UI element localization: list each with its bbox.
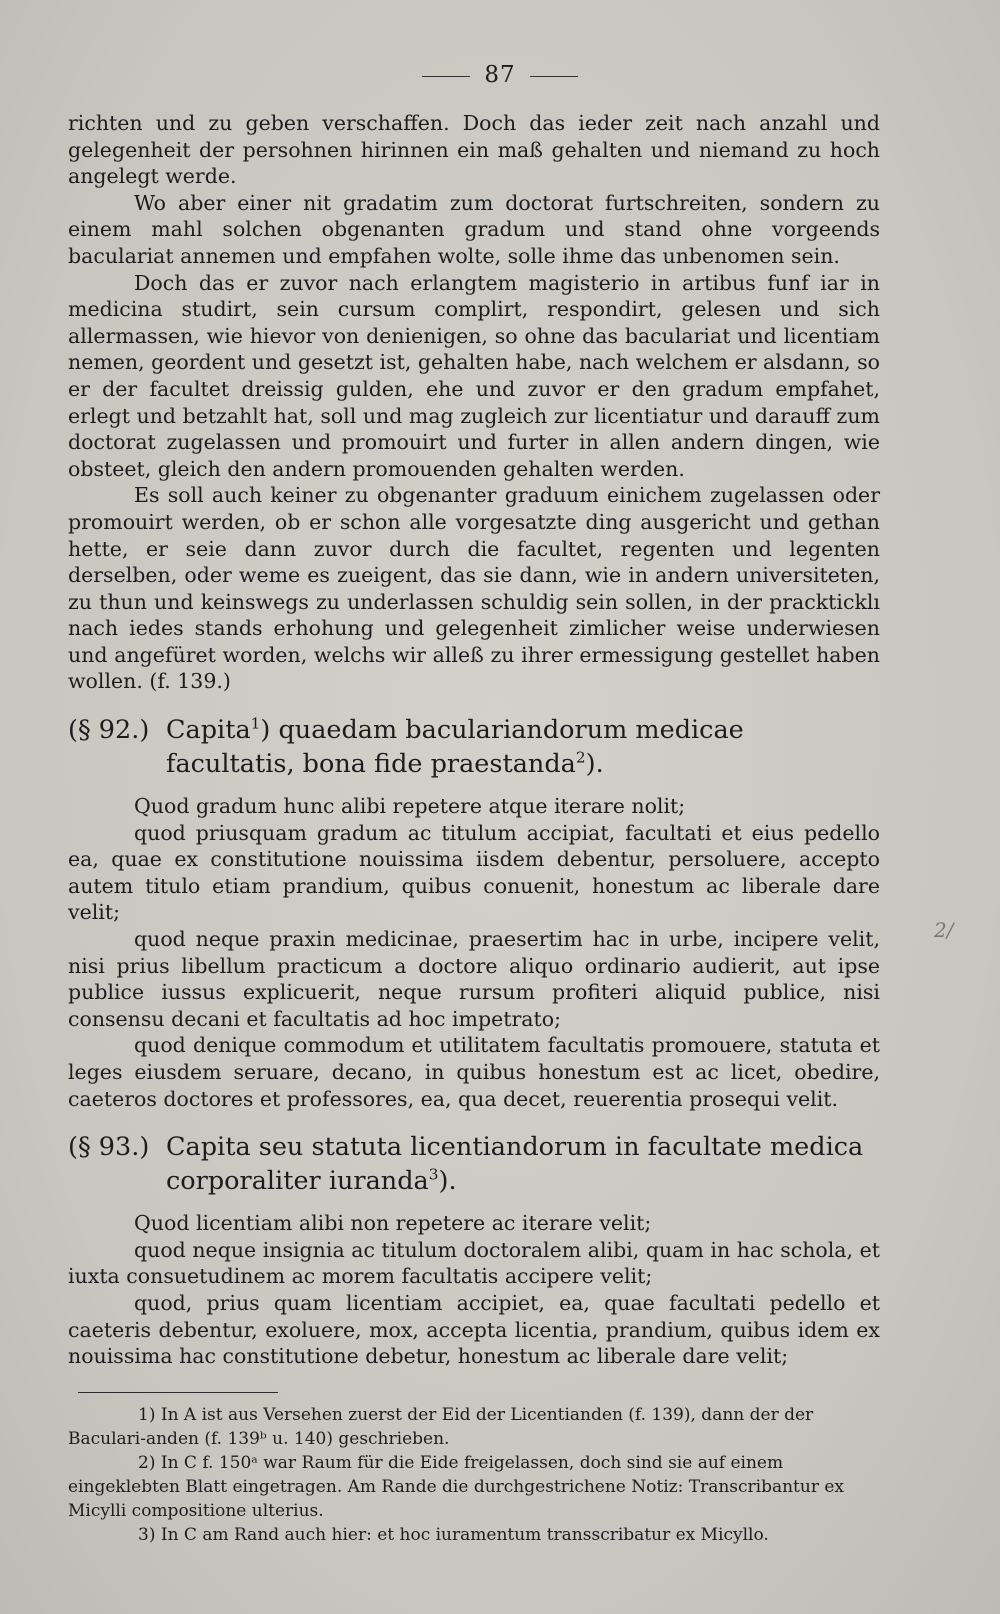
main-text bbox=[68, 110, 880, 1547]
section-93-title-a: Capita seu statuta licentiandorum in facultate medica corporaliter iuranda bbox=[166, 1132, 864, 1197]
footnote-ref-3: 3 bbox=[428, 1165, 439, 1184]
footnote-ref-1: 1 bbox=[250, 714, 261, 733]
section-93-title-b: ). bbox=[438, 1166, 457, 1197]
section-92-item-3: quod neque praxin medicinae, praesertim hac in urbe, incipere velit, nisi prius libellum practicum a doctore aliquo ordinario audierit, aut ipse publice iussus explicuerit, neque rursum profiteri aliquid publice, nisi consensu decani et facultatis ad hoc impetrato; bbox=[68, 927, 880, 1031]
section-93-item-1: Quod licentiam alibi non repetere ac iterare velit; bbox=[134, 1211, 652, 1236]
page-number: 87 bbox=[484, 62, 516, 88]
footnote-2: 2) In C f. 150ᵃ war Raum für die Eide freigelassen, doch sind sie auf einem eingeklebten Blatt eingetragen. Am Rande die durchgestrichene Notiz: Transcribantur ex Micylli compositione ulterius. bbox=[68, 1452, 845, 1521]
footnote-ref-2: 2 bbox=[575, 748, 586, 767]
paragraph-1: richten und zu geben verschaffen. Doch das ieder zeit nach anzahl und gelegenheit der persohnen hirinnen ein maß gehalten und niemand zu hoch angelegt werde. bbox=[68, 111, 880, 189]
footnote-1: 1) In A ist aus Versehen zuerst der Eid der Licentianden (f. 139), dann der der Baculari-anden (f. 139ᵇ u. 140) geschrieben. bbox=[68, 1404, 814, 1449]
margin-pencil-note: 2/ bbox=[934, 918, 954, 942]
section-92-title-b: ) quaedam baculariandorum medicae facultatis, bona fide praestanda bbox=[166, 715, 744, 780]
paragraph-2: Wo aber einer nit gradatim zum doctorat furtschreiten, sondern zu einem mahl solchen obgenanten gradum und stand ohne vorgeends baculariat annemen und empfahen wolte, solle ihme das unbenomen sein. bbox=[68, 190, 880, 268]
section-92-title-a: Capita bbox=[166, 715, 251, 746]
paragraph-3: Doch das er zuvor nach erlangtem magisterio in artibus funf iar in medicina studirt, sein cursum complirt, respondirt, gelesen und sich allermassen, wie hievor von denienigen, so ohne das baculariat und licentiam nemen, geordent und gesetzt ist, gehalten habe, nach welchem er alsdann, so er der facultet dreissig gulden, ehe und zuvor er den gradum empfahet, erlegt und betzahlt hat, soll und mag zugleich zur licentiatur und darauff zum doctorat zugelassen und promouirt und furter in allen andern dingen, wie obsteet, gleich den andern promouenden gehalten werden. bbox=[68, 270, 880, 481]
footnote-3: 3) In C am Rand auch hier: et hoc iuramentum transscribatur ex Micyllo. bbox=[138, 1524, 769, 1545]
section-92-title-c: ). bbox=[585, 749, 604, 780]
section-92-number: (§ 92.) bbox=[68, 715, 150, 746]
section-92-item-4: quod denique commodum et utilitatem facultatis promouere, statuta et leges eiusdem seruare, decano, in quibus honestum est ac licet, obedire, caeteros doctores et professores, ea, qua decet, reuerentia prosequi velit. bbox=[68, 1033, 880, 1111]
footnotes bbox=[68, 1403, 880, 1547]
page-number-header bbox=[0, 62, 1000, 88]
header-rule-left bbox=[422, 76, 470, 77]
section-93-number: (§ 93.) bbox=[68, 1132, 150, 1163]
section-92-item-1: Quod gradum hunc alibi repetere atque iterare nolit; bbox=[134, 794, 686, 819]
section-93-item-2: quod neque insignia ac titulum doctoralem alibi, quam in hac schola, et iuxta consuetudinem ac morem facultatis accipere velit; bbox=[68, 1237, 880, 1289]
paragraph-4: Es soll auch keiner zu obgenanter graduum einichem zugelassen oder promouirt werden, ob er schon alle vorgesatzte ding ausgericht und gethan hette, er seie dann zuvor durch die facultet, regenten und legenten derselben, oder weme es zueigent, das sie dann, wie in andern universiteten, zu thun und keinswegs zu underlassen schuldig sein sollen, in der prackticklı nach iedes stands erhohung und gelegenheit zimlicher weise underwiesen und angefüret worden, welchs wir alleß zu ihrer ermessigung gestellet haben wollen. (f. 139.) bbox=[68, 483, 880, 694]
section-92-heading bbox=[68, 713, 880, 781]
section-92-item-2: quod priusquam gradum ac titulum accipiat, facultati et eius pedello ea, quae ex constitutione nouissima iisdem debentur, persoluere, accepto autem titulo etiam prandium, quibus conuenit, honestum ac liberale dare velit; bbox=[68, 820, 880, 925]
section-93-item-3: quod, prius quam licentiam accipiet, ea, quae facultati pedello et caeteris debentur, exoluere, mox, accepta licentia, prandium, quibus idem ex nouissima hac constitutione debetur, honestum ac liberale dare velit; bbox=[68, 1290, 880, 1369]
footnote-rule bbox=[78, 1392, 278, 1393]
header-rule-right bbox=[530, 76, 578, 77]
section-93-heading bbox=[68, 1130, 880, 1198]
